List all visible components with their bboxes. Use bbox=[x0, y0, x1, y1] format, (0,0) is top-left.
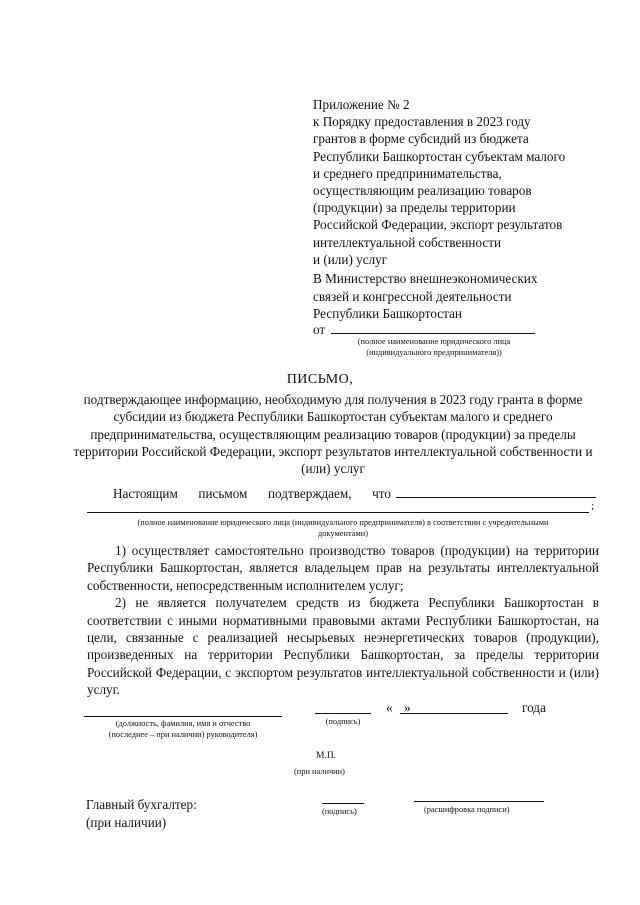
sign-caption: (подпись) bbox=[325, 717, 361, 726]
from-label: от bbox=[313, 322, 326, 337]
letter-title: ПИСЬМО, bbox=[286, 372, 354, 387]
date-month-line[interactable] bbox=[412, 713, 508, 714]
confirm-word: письмом bbox=[198, 486, 248, 501]
annex-line: интеллектуальной собственности bbox=[313, 234, 502, 250]
entity-caption-line: документами) bbox=[317, 529, 369, 538]
annex-line: осуществляющим реализацию товаров bbox=[313, 183, 532, 199]
position-caption bbox=[84, 718, 282, 740]
letter-subtitle: подтверждающее информацию, необходимую для получения в 2023 году гранта в форме субсидии из бюджета Республики Башкортостан субъектам малого и среднего предпринимательства, осуществляющим реализацию товаров (продукции) за пределы территории Российской Федерации, экспорт результатов интеллектуальной собственности и (или) услуг bbox=[73, 392, 593, 477]
sign-fill-line[interactable] bbox=[315, 713, 371, 714]
annex-line: и (или) услуг bbox=[313, 251, 388, 267]
stamp-caption: (при наличии) bbox=[294, 767, 345, 776]
accountant-sign-line[interactable] bbox=[322, 803, 364, 804]
item-1: 1) осуществляет самостоятельно производство товаров (продукции) на территории Республики Башкортостан, является владельцем прав на результаты интеллектуальной собственности, непосредственным исполнителем услуг; bbox=[87, 543, 599, 593]
date-open-quote: « bbox=[386, 700, 393, 715]
confirm-word: что bbox=[372, 486, 391, 501]
from-caption bbox=[336, 336, 532, 358]
position-caption-line: (должность, фамилия, имя и отчество bbox=[115, 719, 251, 728]
annex-line: к Порядку предоставления в 2023 году bbox=[313, 114, 531, 130]
entity-fill-line-2[interactable] bbox=[87, 512, 589, 513]
accountant-decode-caption: (расшифровка подписи) bbox=[424, 805, 510, 814]
addressee-line: связей и конгрессной деятельности bbox=[313, 288, 512, 304]
addressee-line: В Министерство внешнеэкономических bbox=[313, 271, 538, 286]
addressee-line: Республики Башкортостан bbox=[313, 306, 462, 321]
annex-line: Российской Федерации, экспорт результатов bbox=[313, 217, 563, 233]
annex-line: и среднего предпринимательства, bbox=[313, 165, 502, 181]
annex-line: Приложение № 2 bbox=[313, 97, 410, 112]
semicolon: ; bbox=[591, 500, 595, 512]
item-2: 2) не является получателем средств из бюджета Республики Башкортостан в соответствии с иными нормативными правовыми актами Республики Башкортостан, на цели, связанные с реализацией несырьевых неэнергетических товаров (продукции), произведенных на территории Республики Башкортостан, за пределы территории Российской Федерации, с экспортом результатов интеллектуальной собственности и (или) услуг. bbox=[87, 595, 599, 698]
annex-line: (продукции) за пределы территории bbox=[313, 200, 516, 216]
accountant-decode-line[interactable] bbox=[414, 801, 544, 802]
letter-items bbox=[87, 542, 599, 699]
accountant-label-2: (при наличии) bbox=[86, 815, 167, 830]
entity-caption bbox=[82, 517, 604, 539]
from-fill-line[interactable] bbox=[331, 322, 535, 334]
from-caption-line: (полное наименование юридического лица bbox=[357, 337, 511, 346]
annex-line: Республики Башкортостан субъектам малого bbox=[313, 148, 566, 164]
date-close-quote: » bbox=[404, 700, 411, 715]
accountant-label: Главный бухгалтер: bbox=[86, 797, 197, 812]
confirm-word: Настоящим bbox=[113, 486, 178, 501]
position-caption-line: (последнее – при наличии) руководителя) bbox=[108, 730, 258, 739]
annex-header bbox=[313, 96, 565, 268]
annex-line: грантов в форме субсидий из бюджета bbox=[313, 131, 529, 147]
confirm-word: подтверждаем, bbox=[268, 486, 352, 501]
position-fill-line[interactable] bbox=[84, 716, 282, 717]
confirm-line bbox=[113, 486, 391, 502]
accountant-sign-caption: (подпись) bbox=[322, 807, 357, 816]
entity-caption-line: (полное наименование юридического лица (индивидуального предпринимателя) в соответствии с учредительными bbox=[137, 518, 549, 527]
entity-fill-line-1[interactable] bbox=[396, 497, 596, 498]
from-caption-line: (индивидуального предпринимателя)) bbox=[366, 348, 502, 357]
year-label: года bbox=[522, 700, 546, 715]
stamp-label: М.П. bbox=[316, 751, 337, 761]
addressee-block bbox=[313, 270, 537, 323]
